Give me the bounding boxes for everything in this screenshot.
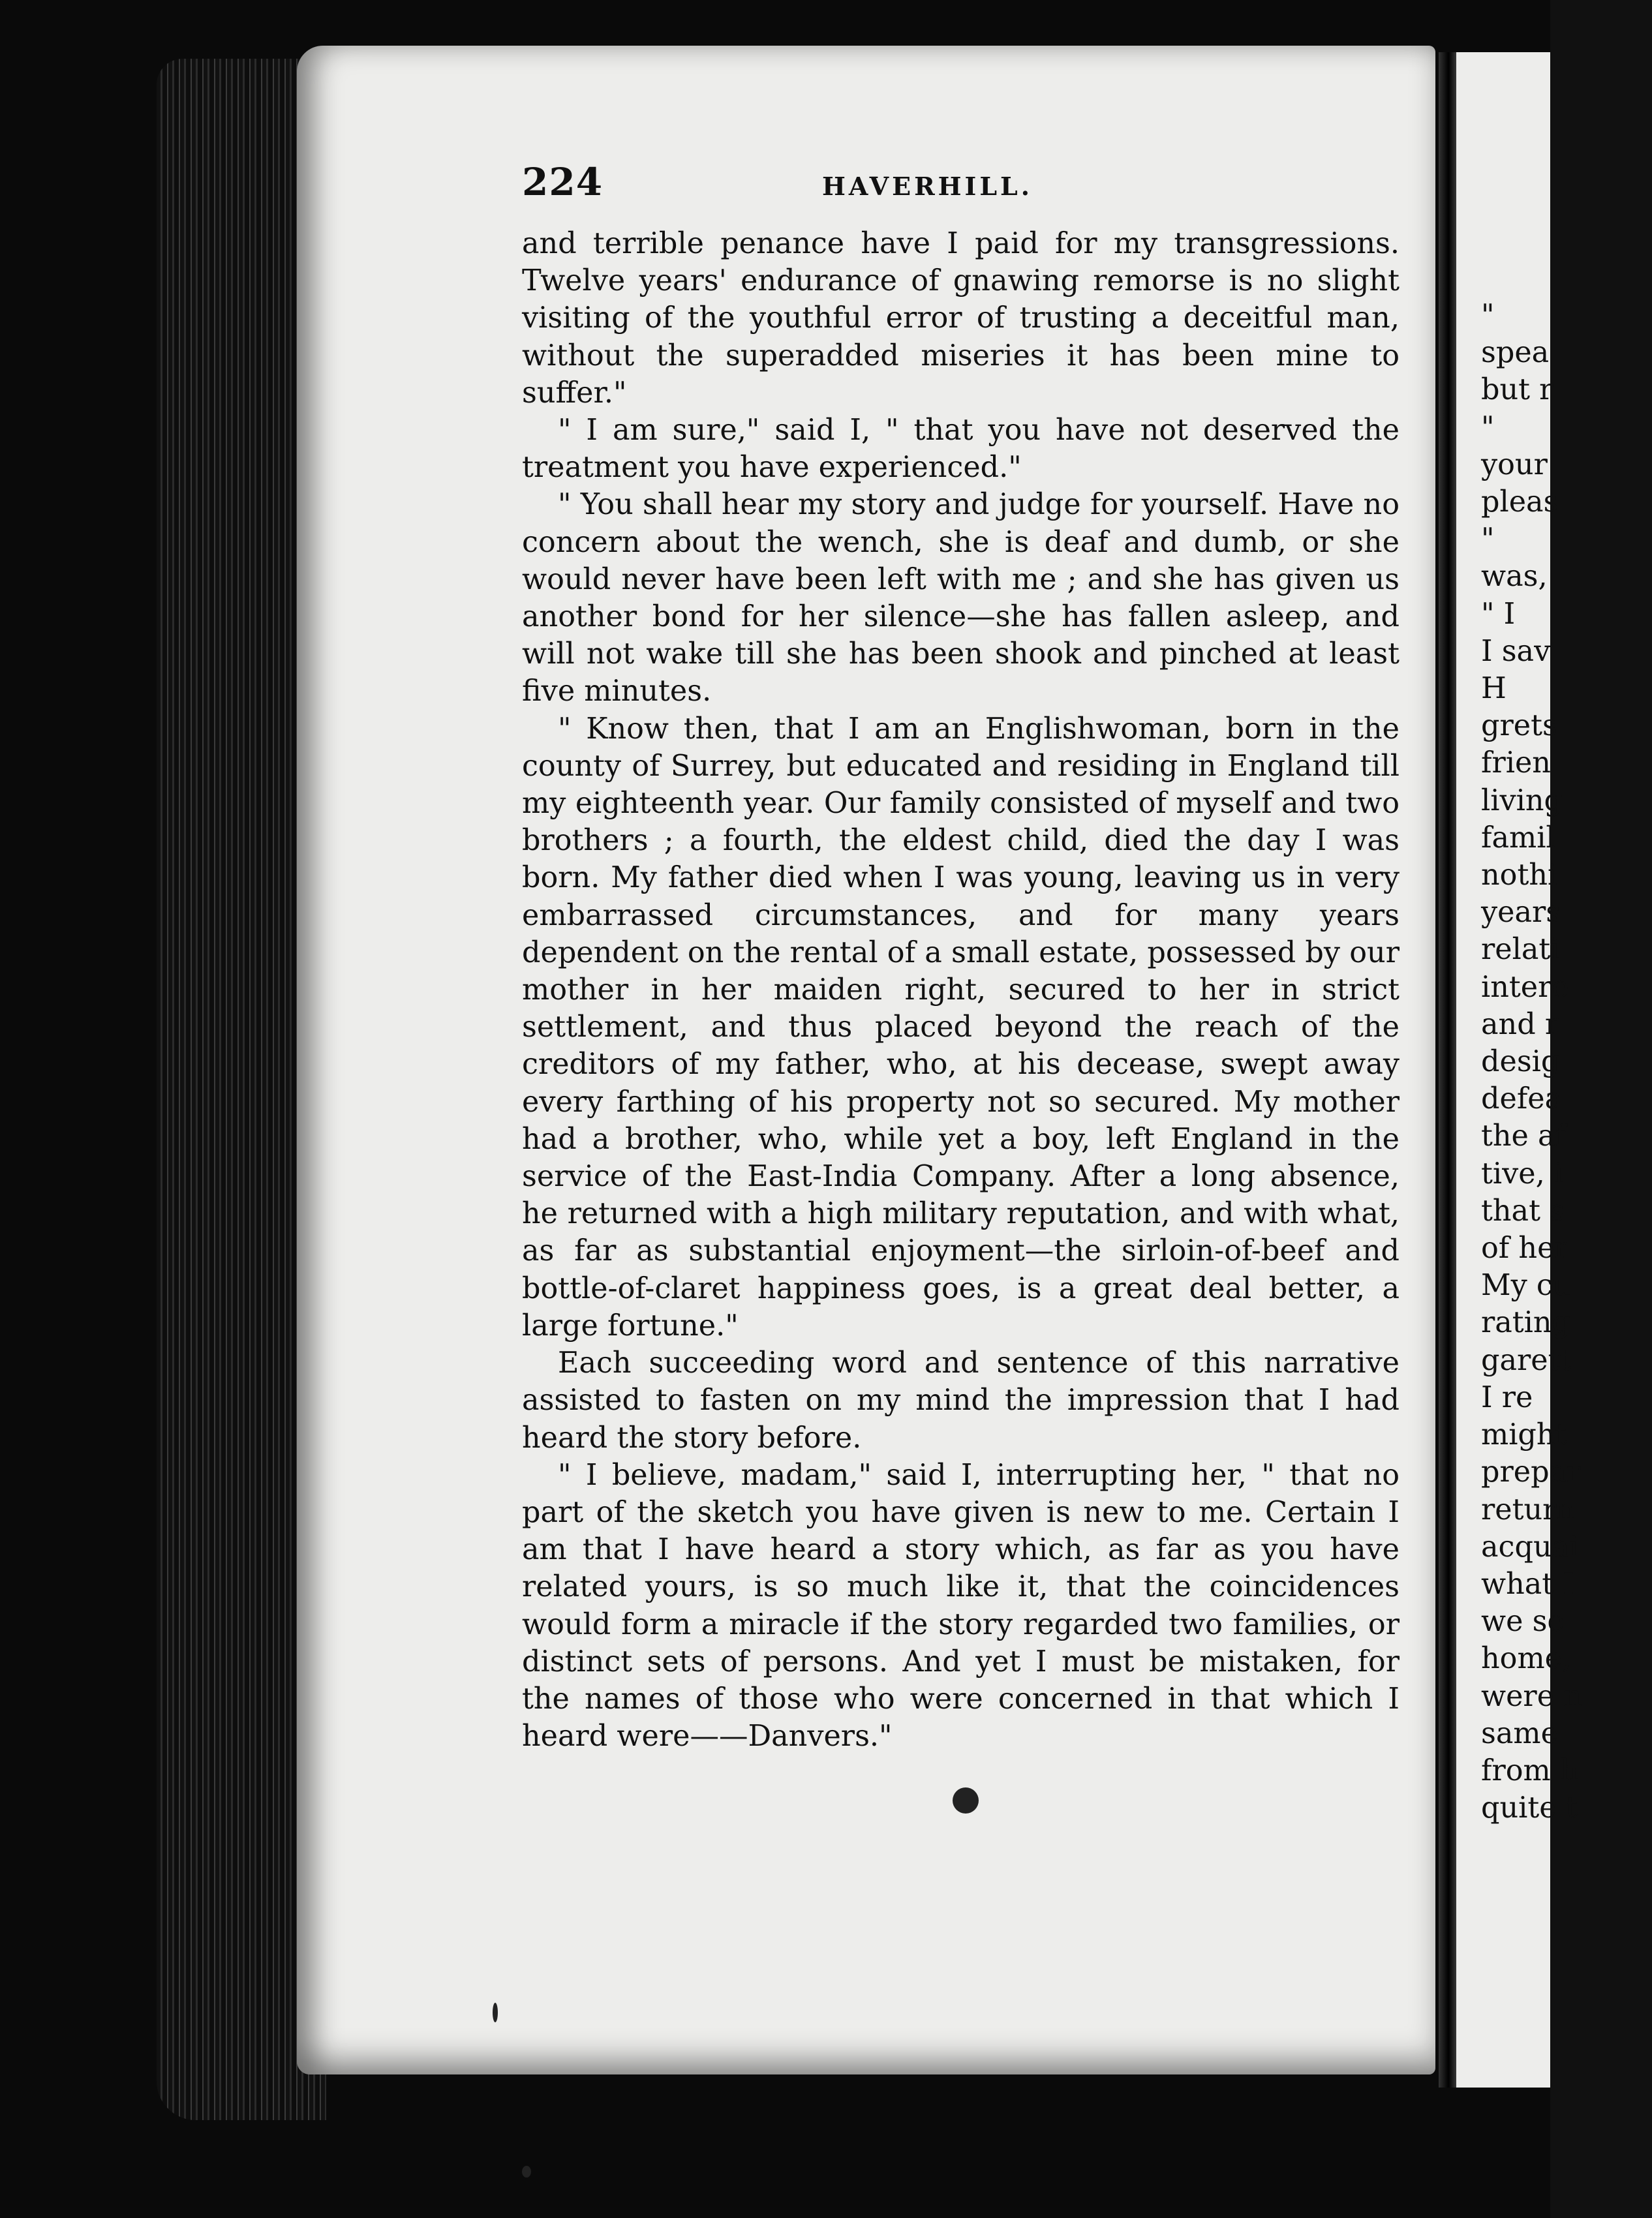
fragment-line: grets: [1481, 709, 1557, 743]
fragment-line: might: [1481, 1418, 1567, 1452]
fragment-line: years: [1481, 896, 1561, 930]
book-gutter: [1439, 52, 1458, 2088]
fragment-line: ": [1481, 299, 1495, 332]
fragment-line: prepar: [1481, 1455, 1581, 1489]
fragment-line: quite t: [1481, 1791, 1578, 1825]
fragment-line: were n: [1481, 1679, 1582, 1713]
fragment-line: garett: [1481, 1343, 1572, 1377]
fragment-line: My cu: [1481, 1269, 1572, 1303]
page-header: [522, 160, 1400, 212]
fragment-line: same: [1481, 1716, 1558, 1750]
fragment-line: ": [1481, 410, 1495, 444]
paragraph: " You shall hear my story and judge for yourself. Have no concern about the wench, she is deaf and dumb, or she would never have been left with me ; and she has given us another bond for her silence—she has fallen asleep, and will not wake till she has been shook and pinched at least five minutes.: [522, 488, 1400, 708]
fragment-line: from h: [1481, 1754, 1579, 1787]
fragment-line: living: [1481, 783, 1563, 817]
paragraph: Each succeeding word and sentence of this narrative assisted to fasten on my mind the impression that I had heard the story before.: [522, 1346, 1400, 1455]
fragment-line: return: [1481, 1493, 1576, 1527]
ink-speck: [493, 2003, 498, 2022]
fragment-line: relati: [1481, 933, 1560, 967]
fragment-line: and r: [1481, 1007, 1559, 1041]
fragment-line: I re: [1481, 1380, 1533, 1414]
fragment-line: " I: [1481, 597, 1516, 631]
fragment-line: pleas: [1481, 485, 1559, 519]
fragment-line: ": [1481, 523, 1495, 556]
fragment-line: of her: [1481, 1232, 1568, 1266]
paragraph: " I am sure," said I, " that you have not deserved the treatment you have experienced.": [522, 414, 1400, 485]
facing-page-fragments: [1456, 297, 1652, 1827]
fragment-line: nothi: [1481, 858, 1557, 892]
ink-speck: [953, 1787, 979, 1814]
facing-page: [1456, 52, 1582, 2088]
fragment-line: rating: [1481, 1306, 1571, 1340]
fragment-line: defea: [1481, 1082, 1563, 1116]
fragment-line: famil: [1481, 821, 1555, 855]
fragment-line: was,: [1481, 560, 1548, 594]
fragment-line: but r: [1481, 373, 1553, 407]
page-number: 224: [522, 160, 604, 204]
fragment-line: I sav: [1481, 634, 1551, 668]
fragment-line: home,: [1481, 1642, 1572, 1676]
fragment-line: intere: [1481, 970, 1569, 1004]
paragraph: " Know then, that I am an Englishwoman, born in the county of Surrey, but educated and residing in England till my eighteenth year. Our family consisted of myself and two brothers ; a fourth, the eldest child, died the day I was born. My father died when I was young, leaving us in very embarrassed circumstances, and for many years dependent on the rental of a small estate, possessed by our mother in her maiden right, secured to her in strict settlement, and thus placed beyond the reach of the creditors of my father, who, at his decease, swept away every farthing of his property not so secured. My mother had a brother, who, while yet a boy, left England in the service of the East-India Company. After a long absence, he returned with a high military reputation, and with what, as far as substantial enjoyment—the sirloin-of-beef and bottle-of-claret happiness goes, is a great deal better, a large fortune.": [522, 712, 1400, 1343]
fragment-line: frien: [1481, 746, 1551, 780]
fragment-line: spea: [1481, 336, 1550, 370]
paragraph: and terrible penance have I paid for my transgressions. Twelve years' endurance of gnawing remorse is no slight visiting of the youthful error of trusting a deceitful man, without the superadded miseries it has been mine to suffer.": [522, 227, 1400, 410]
body-text: [522, 225, 1400, 1755]
fragment-line: your: [1481, 448, 1548, 481]
fragment-line: H: [1481, 672, 1507, 706]
paragraph: " I believe, madam," said I, interrupting her, " that no part of the sketch you have given is new to me. Certain I am that I have heard a story which, as far as you have related yours, is so much like it, that the coincidences would form a miracle if the story regarded two families, or distinct sets of persons. And yet I must be mistaken, for the names of those who were concerned in that which I heard were——Danvers.": [522, 1458, 1400, 1754]
fragment-line: tive, i: [1481, 1157, 1564, 1191]
running-head: HAVERHILL.: [822, 172, 1033, 201]
fragment-line: we se: [1481, 1605, 1565, 1639]
fragment-line: desig: [1481, 1045, 1560, 1079]
fragment-line: that s: [1481, 1194, 1565, 1228]
fragment-line: the af: [1481, 1119, 1567, 1153]
fragment-line: what I: [1481, 1567, 1574, 1601]
ink-speck: [522, 2166, 531, 2178]
fragment-line: acquai: [1481, 1530, 1579, 1564]
